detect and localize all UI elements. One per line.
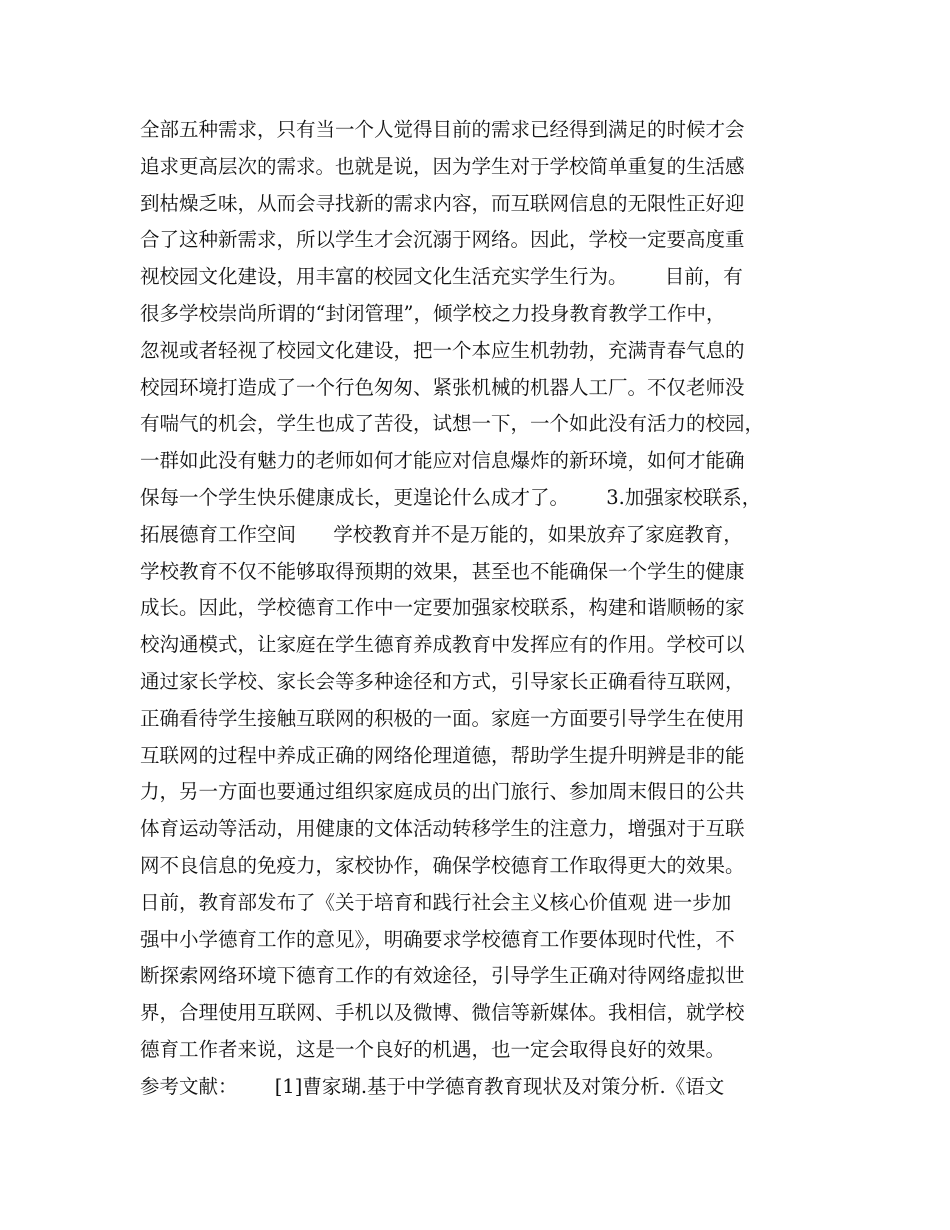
text-line: 学校教育不仅不能够取得预期的效果，甚至也不能确保一个学生的健康 [140,559,745,583]
text-line: 保每一个学生快乐健康成长，更遑论什么成才了。 3.加强家校联系， [140,485,762,509]
text-line: 正确看待学生接触互联网的积极的一面。家庭一方面要引导学生在使用 [140,706,745,730]
text-line: 互联网的过程中养成正确的网络伦理道德，帮助学生提升明辨是非的能 [140,743,745,767]
text-line: 拓展德育工作空间 学校教育并不是万能的，如果放弃了家庭教育， [140,522,743,546]
text-line: 视校园文化建设，用丰富的校园文化生活充实学生行为。 目前，有 [140,265,743,289]
text-line: 到枯燥乏味，从而会寻找新的需求内容，而互联网信息的无限性正好迎 [140,191,745,215]
text-line: 通过家长学校、家长会等多种途径和方式，引导家长正确看待互联网， [140,669,745,693]
text-line: 忽视或者轻视了校园文化建设，把一个本应生机勃勃，充满青春气息的 [140,338,745,362]
body-text [140,112,840,1106]
text-line: 追求更高层次的需求。也就是说，因为学生对于学校简单重复的生活感 [140,154,745,178]
text-line: 体育运动等活动，用健康的文体活动转移学生的注意力，增强对于互联 [140,817,745,841]
text-line: 力，另一方面也要通过组织家庭成员的出门旅行、参加周末假日的公共 [140,780,745,804]
text-line: 断探索网络环境下德育工作的有效途径，引导学生正确对待网络虚拟世 [140,964,745,988]
text-line: 一群如此没有魅力的老师如何才能应对信息爆炸的新环境，如何才能确 [140,449,745,473]
text-line: 合了这种新需求，所以学生才会沉溺于网络。因此，学校一定要高度重 [140,228,745,252]
text-line: 网不良信息的免疫力，家校协作，确保学校德育工作取得更大的效果。 [140,853,745,877]
text-line: 校园环境打造成了一个行色匆匆、紧张机械的机器人工厂。不仅老师没 [140,375,745,399]
text-line: 有喘气的机会，学生也成了苦役，试想一下，一个如此没有活力的校园， [140,412,765,436]
text-line: 强中小学德育工作的意见》，明确要求学校德育工作要体现时代性，不 [140,927,735,951]
text-line: 德育工作者来说，这是一个良好的机遇，也一定会取得良好的效果。 [140,1037,726,1061]
text-line: 校沟通模式，让家庭在学生德育养成教育中发挥应有的作用。学校可以 [140,633,745,657]
text-line: 界，合理使用互联网、手机以及微博、微信等新媒体。我相信，就学校 [140,1001,745,1025]
text-line: 很多学校崇尚所谓的“封闭管理”，倾学校之力投身教育教学工作中， [140,301,726,325]
text-line: 成长。因此，学校德育工作中一定要加强家校联系，构建和谐顺畅的家 [140,596,745,620]
text-line: 日前，教育部发布了《关于培育和践行社会主义核心价值观 进一步加 [140,890,732,914]
text-line: 全部五种需求，只有当一个人觉得目前的需求已经得到满足的时候才会 [140,118,745,141]
text-line: 参考文献： [1]曹家瑚.基于中学德育教育现状及对策分析.《语文 [140,1074,725,1098]
